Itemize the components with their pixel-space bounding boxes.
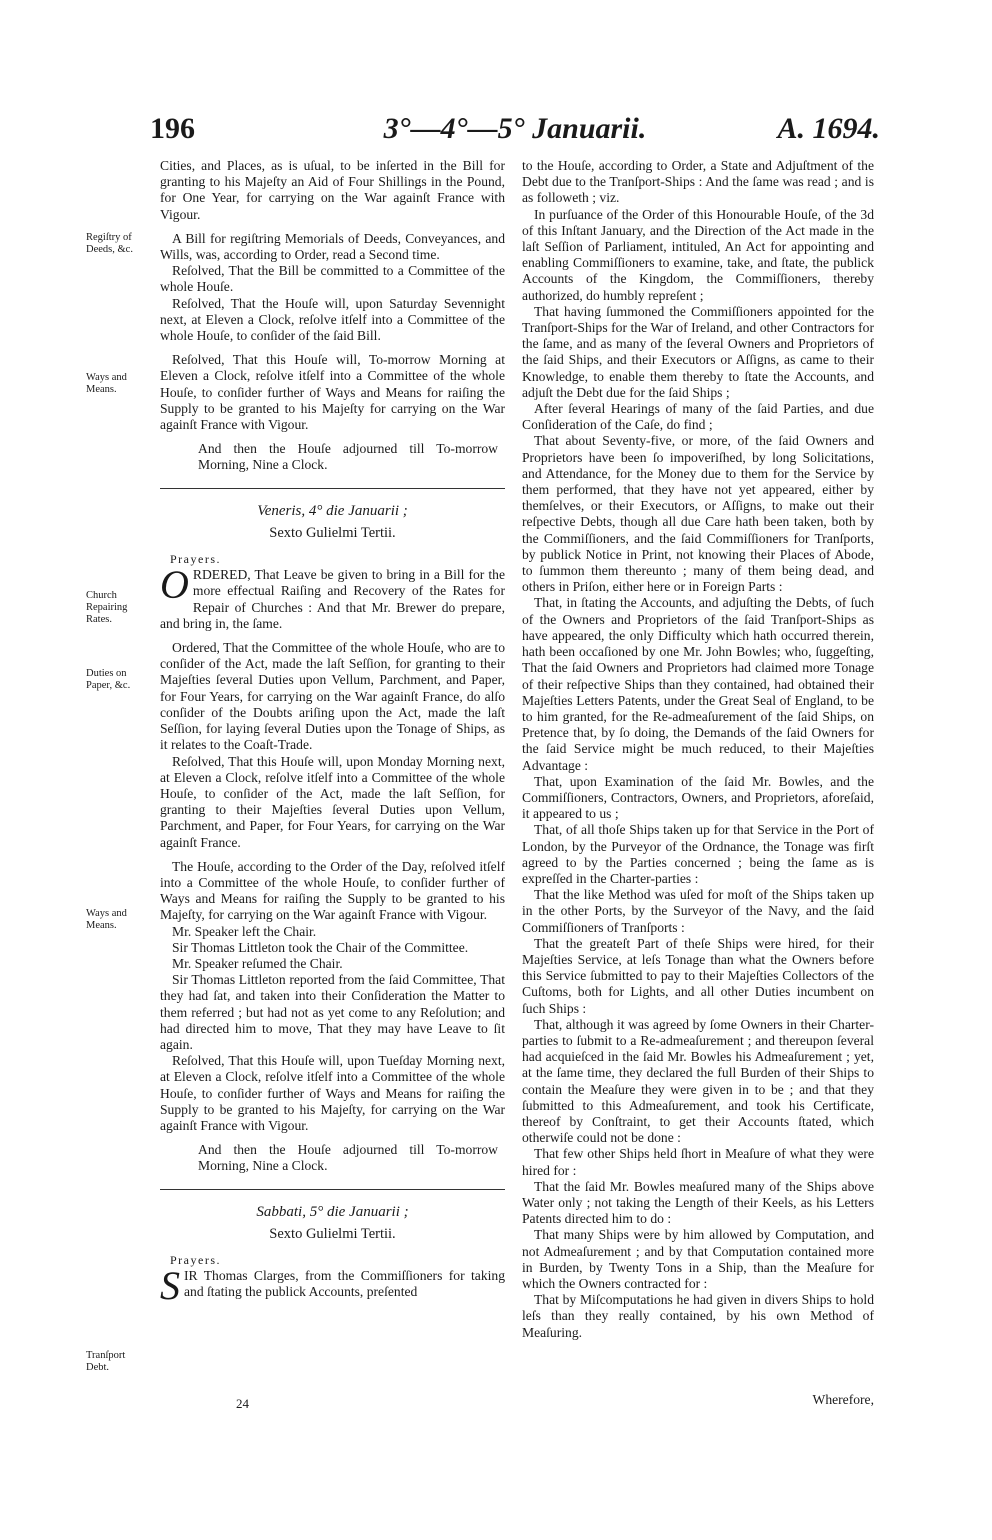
adjournment: And then the Houſe adjourned till To-morrow Morning, Nine a Clock. (198, 1142, 498, 1174)
paragraph: That having ſummoned the Commiſſioners appointed for the Tranſport-Ships for the War of Ireland, and other Contractors for the ſame, and as many of the ſeveral Owners and Proprietors of the ſaid Ships, and their Executors or Aſſigns, as came to their Knowledge, to enable them thereby to ſtate the Accounts, and adjuſt the Debt due for the ſaid Ships ; (522, 303, 874, 400)
reign-heading: Sexto Gulielmi Tertii. (269, 1225, 396, 1242)
paragraph: That, in ſtating the Accounts, and adjuſting the Debts, of ſuch of the Owners and Proprietors of the ſaid Tranſport-Ships as have appeared, the only Difficulty which hath occurred therein, hath been occaſioned by one Mr. John Bowles; who, ſuggeſting, That the ſaid Owners and Proprietors had claimed more Tonage of their reſpective Ships than they contained, had obtained their Majeſties Letters Patents, under the Great Seal of England, to be to him granted, for the Re-admeaſurement of the ſaid Ships, on Pretence that, by ſo doing, the Demands of the ſaid Owners for the ſaid Service might be much reduced, to their Majeſties Advantage : (522, 595, 874, 773)
signature-mark: 24 (236, 1396, 249, 1411)
day-heading: Veneris, 4° die Januarii ; (257, 502, 408, 519)
paragraph: That the like Method was uſed for moſt of the Ships taken up in the other Ports, by the Surveyor of the Navy, and the ſaid Commiſſioners of Tranſports : (522, 887, 874, 935)
paragraph: to the Houſe, according to Order, a State and Adjuſtment of the Debt due to the Tranſport-Ships : And the ſame was read ; and is as followeth ; viz. (522, 158, 874, 206)
paragraph: IR Thomas Clarges, from the Commiſſioners for taking and ſtating the publick Accounts, preſented (184, 1268, 505, 1300)
divider (160, 488, 505, 489)
paragraph: Reſolved, That the Houſe will, upon Saturday Sevennight next, at Eleven a Clock, reſolve itſelf into a Committee of the whole Houſe, to conſider of the ſaid Bill. (160, 295, 505, 344)
paragraph: The Houſe, according to the Order of the Day, reſolved itſelf into a Committee of the whole Houſe, to conſider further of Ways and Means for raiſing the Supply to be granted to his Majeſty, for carrying on the War againſt France with Vigour. (160, 858, 505, 923)
paragraph: A Bill for regiſtring Memorials of Deeds, Conveyances, and Wills, was, according to Order, read a Second time. (160, 230, 505, 263)
divider (160, 1189, 505, 1190)
margin-note-ways-means: Ways and Means. (86, 372, 127, 395)
paragraph: That about Seventy-five, or more, of the ſaid Owners and Proprietors have been ſo impoveriſhed, by long Solicitations, and Attendance, for the Money due to them for the Service by them performed, that they have not yet appeared, either by themſelves, or their Executors, or Aſſigns, to make out their reſpective Debts, though all due Care hath been taken, both by the Commiſſioners, and the ſaid Commiſſioners for Tranſports, by publick Notice in Print, not knowing their Places of Abode, to ſummon them thereunto ; many of them being dead, and others in Priſon, either here or in Foreign Parts : (522, 433, 874, 595)
paragraph: RDERED, That Leave be given to bring in a Bill for the more effectual Raiſing and Recovery of the Rates for Repair of Churches : And that Mr. Brewer do prepare, and bring in, the ſame. (160, 567, 505, 631)
drop-cap: O (160, 562, 189, 608)
page-year: A. 1694. (777, 112, 880, 145)
paragraph: That, of all thoſe Ships taken up for that Service in the Port of London, by the Purveyor of the Ordnance, the Tonage was firſt agreed to by the Parties concerned ; being the ſame as is expreſſed in the Charter-parties : (522, 822, 874, 886)
page-number: 196 (150, 112, 195, 145)
page-header (150, 112, 880, 152)
right-column (522, 158, 874, 1341)
day-heading: Sabbati, 5° die Januarii ; (256, 1203, 409, 1220)
page-title: 3°—4°—5° Januarii. (383, 112, 647, 145)
adjournment: And then the Houſe adjourned till To-morrow Morning, Nine a Clock. (198, 441, 498, 473)
paragraph: After ſeveral Hearings of many of the ſaid Parties, and due Conſideration of the Caſe, do find ; (522, 401, 874, 433)
catchword: Wherefore, (812, 1392, 874, 1407)
paragraph: Cities, and Places, as is uſual, to be inſerted in the Bill for granting to his Majeſty an Aid of Four Shillings in the Pound, for One Year, for carrying on the War againſt France with Vigour. (160, 158, 505, 222)
paragraph: In purſuance of the Order of this Honourable Houſe, of the 3d of this Inſtant January, and the Direction of the Act made in the laſt Seſſion of Parliament, intituled, An Act for appointing and enabling Commiſſioners to examine, take, and ſtate, the publick Accounts of the Kingdom, the Commiſſioners, thereby authorized, do humbly repreſent ; (522, 206, 874, 303)
margin-note-transport: Tranſport Debt. (86, 1350, 126, 1373)
margin-note-church: Church Repairing Rates. (86, 590, 128, 625)
paragraph: That few other Ships held ſhort in Meaſure of what they were hired for : (522, 1146, 874, 1178)
drop-cap: S (160, 1263, 180, 1309)
paragraph: That many Ships were by him allowed by Computation, and not Admeaſurement ; and by that Computation contained more in Burden, by Twenty Tons in a Ship, than the Meaſure for which the Owners contracted for : (522, 1227, 874, 1292)
reign-heading: Sexto Gulielmi Tertii. (269, 524, 396, 541)
paragraph: That, upon Examination of the ſaid Mr. Bowles, and the Commiſſioners, Contractors, Owners, and Proprietors, aforeſaid, it appeared to us ; (522, 773, 874, 822)
paragraph: Sir Thomas Littleton took the Chair of the Committee. (172, 939, 469, 955)
paragraph: That the ſaid Mr. Bowles meaſured many of the Ships above Water only ; not taking the Length of their Keels, as his Letters Patents directed him to do : (522, 1178, 874, 1227)
margin-note-duties: Duties on Paper, &c. (86, 668, 131, 691)
margin-note-registry: Regiſtry of Deeds, &c. (86, 232, 133, 255)
paragraph: Sir Thomas Littleton reported from the ſaid Committee, That they had ſat, and taken into their Conſideration the Matter to them referred ; but had not as yet come to any Reſolution; and had directed him to move, That they may have Leave to ſit again. (160, 972, 505, 1052)
paragraph: Ordered, That the Committee of the whole Houſe, who are to conſider of the Act, made the laſt Seſſion, for granting to their Majeſties ſeveral Duties upon Vellum, Parchment, and Paper, for Four Years, for carrying on the War againſt France, do alſo conſider of the Doubts ariſing upon the Act, made the laſt Seſſion, for laying ſeveral Duties upon the Tonage of Ships, as it relates to the Coaſt-Trade. (160, 640, 505, 753)
paragraph: That by Miſcomputations he had given in divers Ships to hold leſs than they really contained, by his own Method of Meaſuring. (522, 1292, 874, 1340)
prayers-label: Prayers. (170, 1252, 221, 1267)
margin-note-ways-means-2: Ways and Means. (86, 908, 127, 931)
paragraph: Mr. Speaker left the Chair. (172, 923, 317, 939)
paragraph: Reſolved, That this Houſe will, upon Tueſday Morning next, at Eleven a Clock, reſolve itſelf into a Committee of the whole Houſe, to conſider further of Ways and Means for raiſing the Supply to be granted to his Majeſty, for carrying on the War againſt France with Vigour. (160, 1053, 505, 1133)
paragraph: Reſolved, That this Houſe will, To-morrow Morning at Eleven a Clock, reſolve itſelf into a Committee of the whole Houſe, to conſider further of Ways and Means for raiſing the Supply to be granted to his Majeſty for carrying on the War againſt France with Vigour. (160, 352, 505, 433)
paragraph: Reſolved, That this Houſe will, upon Monday Morning next, at Eleven a Clock, reſolve itſelf into a Committee of the whole Houſe, to conſider of the Act, made the laſt Seſſion, for granting to their Majeſties ſeveral Duties upon Vellum, Parchment, and Paper, for Four Years, for carrying on the War againſt France. (160, 753, 505, 850)
paragraph: That, although it was agreed by ſome Owners in their Charter-parties to ſubmit to a Re-admeaſurement ; and thereupon ſeveral had acquieſced in the ſaid Mr. Bowles his Admeaſurement ; yet, at the ſame time, they declared the full Burden of their Ships to contain the Meaſure they were given in to be ; and that they ſubmitted to this Admeaſurement, and took his Certificate, thereof by Conſtraint, to get their Accounts ſtated, which otherwiſe could not be done : (522, 1016, 874, 1146)
left-column (160, 158, 505, 1309)
paragraph: Mr. Speaker reſumed the Chair. (172, 955, 343, 971)
paragraph: Reſolved, That the Bill be committed to a Committee of the whole Houſe. (160, 263, 505, 295)
prayers-label: Prayers. (170, 552, 221, 567)
paragraph: That the greateſt Part of theſe Ships were hired, for their Majeſties Service, at leſs Tonage than what the Owners before this Service ſubmitted to pay to their Majeſties Collectors of the Cuſtoms, both for Lights, and all other Duties incumbent on ſuch Ships : (522, 935, 874, 1016)
